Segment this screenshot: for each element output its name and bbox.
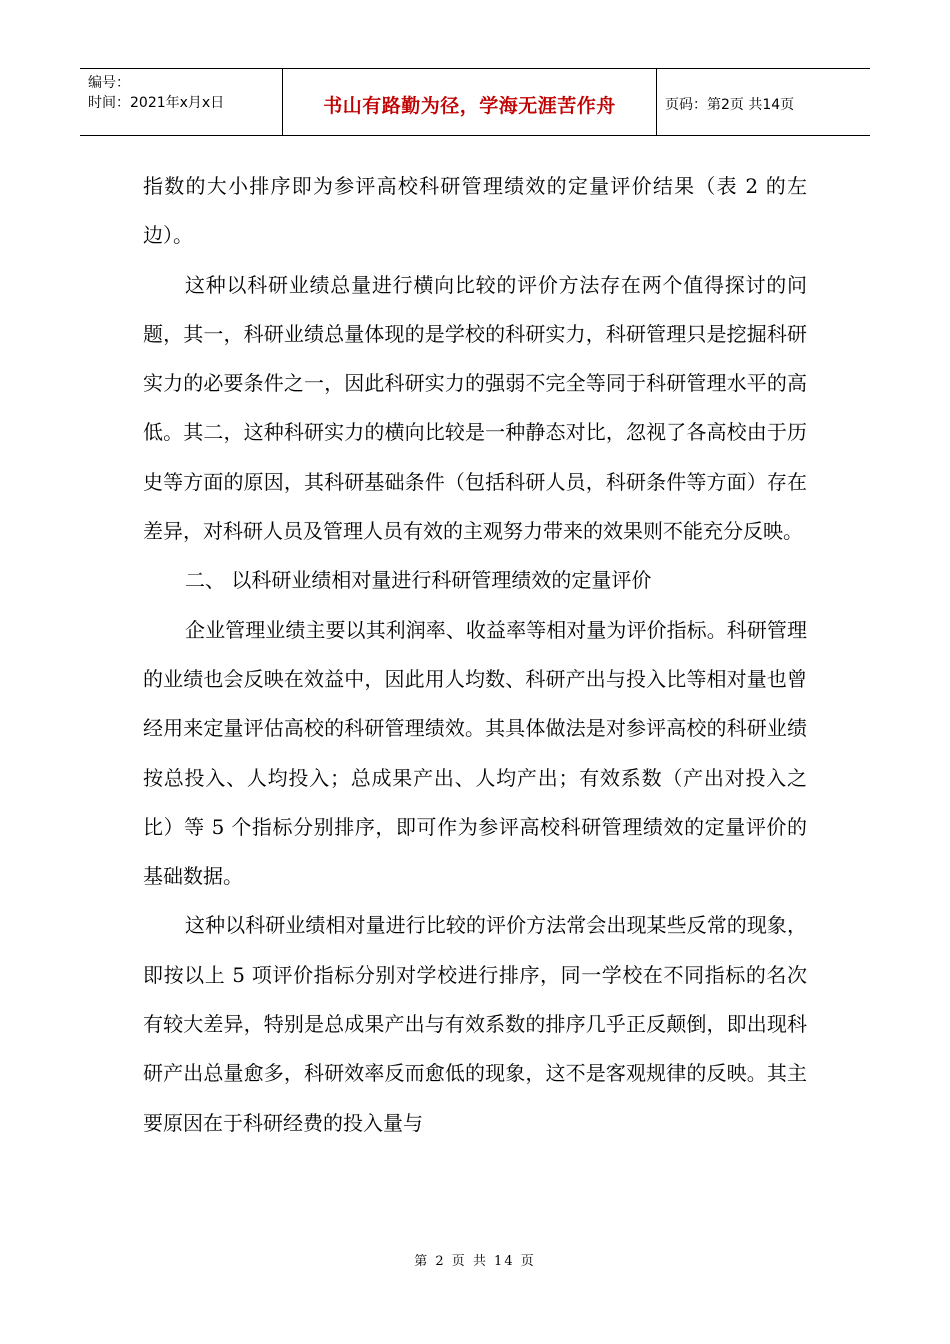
- page-header: [80, 68, 870, 136]
- header-page-info: 页码：第2页 共14页: [665, 97, 795, 113]
- paragraph-4: 这种以科研业绩相对量进行比较的评价方法常会出现某些反常的现象，即按以上 5 项评价指标分别对学校进行排序，同一学校在不同指标的名次有较大差异，特别是总成果产出与有效系数的排序几乎正反颠倒，即出现科研产出总量愈多，科研效率反而愈低的现象，这不是客观规律的反映。其主要原因在于科研经费的投入量与: [143, 913, 807, 1135]
- serial-label: 编号：: [88, 75, 130, 91]
- document-body: [143, 162, 807, 1148]
- paragraph-3: 企业管理业绩主要以其利润率、收益率等相对量为评价指标。科研管理的业绩也会反映在效益中，因此用人均数、科研产出与投入比等相对量也曾经用来定量评估高校的科研管理绩效。其具体做法是对参评高校的科研业绩按总投入、人均投入；总成果产出、人均产出；有效系数（产出对投入之比）等 5 个指标分别排序，即可作为参评高校科研管理绩效的定量评价的基础数据。: [143, 617, 807, 889]
- paragraph-2: 这种以科研业绩总量进行横向比较的评价方法存在两个值得探讨的问题，其一，科研业绩总量体现的是学校的科研实力，科研管理只是挖掘科研实力的必要条件之一，因此科研实力的强弱不完全等同于科研管理水平的高低。其二，这种科研实力的横向比较是一种静态对比，忽视了各高校由于历史等方面的原因，其科研基础条件（包括科研人员，科研条件等方面）存在差异，对科研人员及管理人员有效的主观努力带来的效果则不能充分反映。: [143, 272, 807, 544]
- section-heading: 二、 以科研业绩相对量进行科研管理绩效的定量评价: [185, 568, 652, 593]
- header-motto: 书山有路勤为径，学海无涯苦作舟: [283, 69, 657, 135]
- paragraph-1: 指数的大小排序即为参评高校科研管理绩效的定量评价结果（表 2 的左边）。: [143, 174, 807, 248]
- page-footer: 第 2 页 共 14 页: [414, 1254, 536, 1269]
- date-label: 时间：2021年x月x日: [88, 95, 225, 111]
- header-meta: [80, 69, 283, 135]
